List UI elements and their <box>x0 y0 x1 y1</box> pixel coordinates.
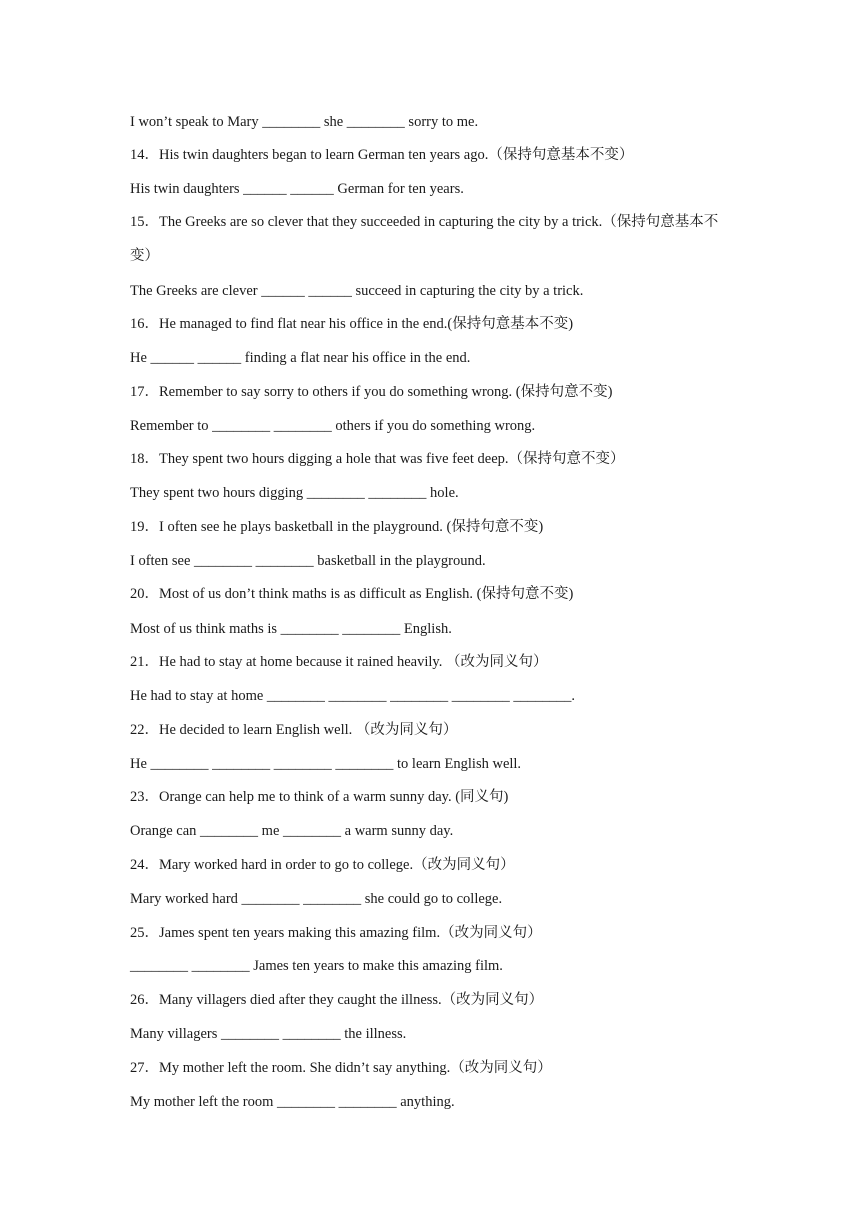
question-line: 15．The Greeks are so clever that they succeeded in capturing the city by a trick.（保持句意基本不变） <box>130 214 719 264</box>
answer-line: Most of us think maths is ________ ________ English. <box>130 621 452 637</box>
answer-line: My mother left the room ________ ________ anything. <box>130 1094 455 1110</box>
question-line: 23．Orange can help me to think of a warm sunny day. (同义句) <box>130 789 509 805</box>
question-line: 18．They spent two hours digging a hole that was five feet deep.（保持句意不变） <box>130 451 625 467</box>
answer-line: He had to stay at home ________ ________ ________ ________ ________. <box>130 688 576 704</box>
question-line: 19．I often see he plays basketball in the playground. (保持句意不变) <box>130 519 544 535</box>
question-line: 20．Most of us don’t think maths is as difficult as English. (保持句意不变) <box>130 586 574 602</box>
answer-line: Mary worked hard ________ ________ she could go to college. <box>130 891 503 907</box>
question-line: 25．James spent ten years making this amazing film.（改为同义句） <box>130 925 542 941</box>
text-line: I won’t speak to Mary ________ she ________ sorry to me. <box>130 114 479 130</box>
question-line: 22．He decided to learn English well. （改为同义句） <box>130 722 458 738</box>
answer-line: Remember to ________ ________ others if you do something wrong. <box>130 418 536 434</box>
question-line: 16．He managed to find flat near his office in the end.(保持句意基本不变) <box>130 316 574 332</box>
answer-line: The Greeks are clever ______ ______ succeed in capturing the city by a trick. <box>130 283 584 299</box>
question-line: 24．Mary worked hard in order to go to college.（改为同义句） <box>130 857 515 873</box>
answer-line: They spent two hours digging ________ ________ hole. <box>130 485 459 501</box>
question-line: 17．Remember to say sorry to others if you do something wrong. (保持句意不变) <box>130 384 613 400</box>
question-line: 14．His twin daughters began to learn German ten years ago.（保持句意基本不变） <box>130 147 634 163</box>
question-line: 21．He had to stay at home because it rained heavily. （改为同义句） <box>130 654 548 670</box>
answer-line: His twin daughters ______ ______ German for ten years. <box>130 181 464 197</box>
answer-line: He ________ ________ ________ ________ to learn English well. <box>130 756 522 772</box>
question-line: 26．Many villagers died after they caught the illness.（改为同义句） <box>130 992 544 1008</box>
answer-line: I often see ________ ________ basketball in the playground. <box>130 553 486 569</box>
answer-line: Orange can ________ me ________ a warm sunny day. <box>130 823 454 839</box>
question-line: 27．My mother left the room. She didn’t say anything.（改为同义句） <box>130 1060 552 1076</box>
answer-line: ________ ________ James ten years to make this amazing film. <box>130 958 503 974</box>
answer-line: He ______ ______ finding a flat near his office in the end. <box>130 350 471 366</box>
answer-line: Many villagers ________ ________ the illness. <box>130 1026 407 1042</box>
